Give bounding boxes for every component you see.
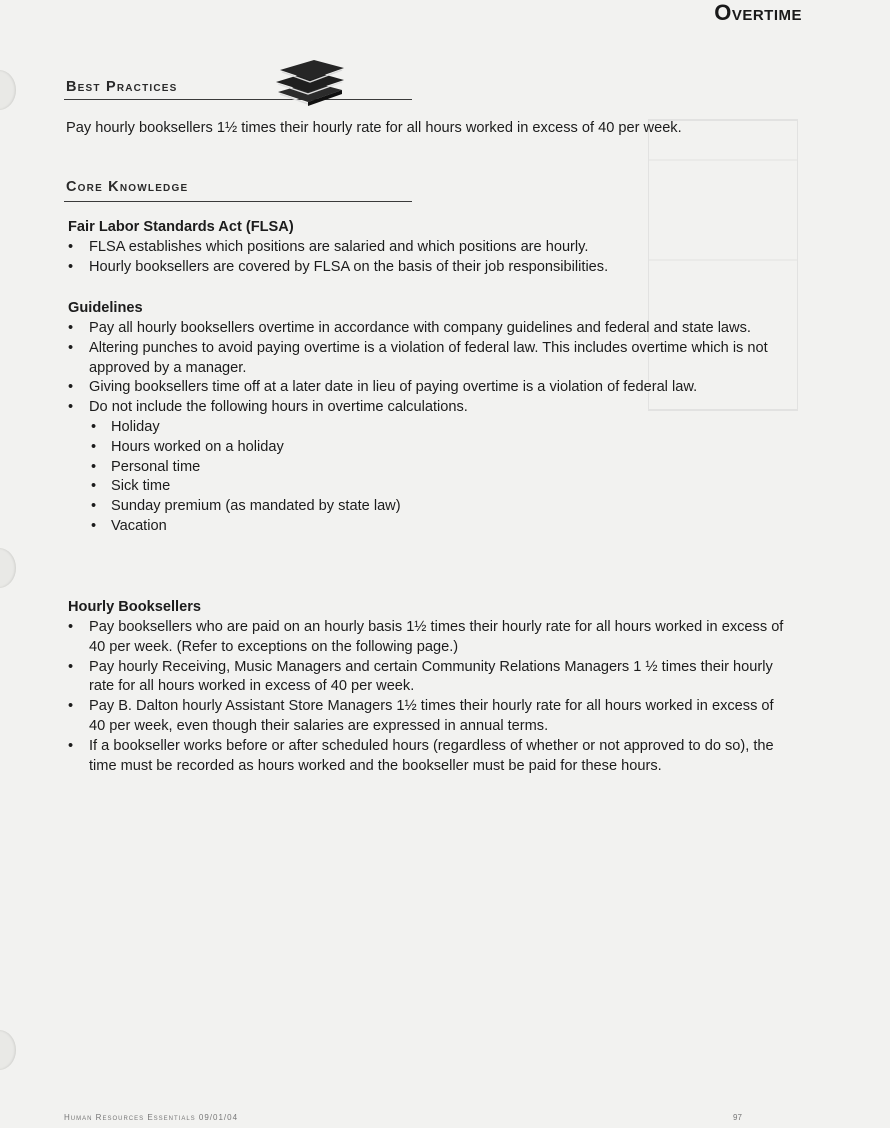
list-item: • Personal time xyxy=(89,458,804,478)
best-practices-text: Pay hourly booksellers 1½ times their hourly rate for all hours worked in excess of 40 per week. xyxy=(66,120,682,136)
list-item: • Pay B. Dalton hourly Assistant Store Managers 1½ times their hourly rate for all hours worked in excess of 40 per week, even though their salaries are expressed in annual terms. xyxy=(64,697,784,737)
punch-hole xyxy=(0,548,16,588)
list-item: • Pay hourly Receiving, Music Managers and certain Community Relations Managers 1 ½ times their hourly rate for all hours worked in excess of 40 per week. xyxy=(64,658,784,698)
core-knowledge-heading: Core Knowledge xyxy=(66,179,189,195)
hourly-booksellers-heading: Hourly Booksellers xyxy=(68,599,202,615)
section-rule xyxy=(64,99,412,100)
list-item: • Pay all hourly booksellers overtime in accordance with company guidelines and federal and state laws. xyxy=(64,319,804,339)
section-rule xyxy=(64,201,412,202)
list-item xyxy=(64,398,804,537)
books-stack-icon xyxy=(272,56,350,108)
list-item: • FLSA establishes which positions are salaried and which positions are hourly. xyxy=(64,238,814,258)
guidelines-heading: Guidelines xyxy=(68,300,143,316)
list-item: • Hourly booksellers are covered by FLSA on the basis of their job responsibilities. xyxy=(64,258,814,278)
page-title: Overtime xyxy=(714,0,802,25)
list-item-text: Do not include the following hours in overtime calculations. xyxy=(89,399,468,416)
flsa-heading: Fair Labor Standards Act (FLSA) xyxy=(68,219,294,235)
list-item: • Altering punches to avoid paying overtime is a violation of federal law. This includes overtime which is not approved by a manager. xyxy=(64,339,804,379)
hourly-booksellers-list xyxy=(64,618,784,776)
footer-title: Human Resources Essentials 09/01/04 xyxy=(64,1113,239,1122)
guidelines-list xyxy=(64,319,804,537)
punch-hole xyxy=(0,1030,16,1070)
punch-hole xyxy=(0,70,16,110)
list-item: • Sick time xyxy=(89,477,804,497)
list-item: • Sunday premium (as mandated by state law) xyxy=(89,497,804,517)
list-item: • Pay booksellers who are paid on an hourly basis 1½ times their hourly rate for all hours worked in excess of 40 per week. (Refer to exceptions on the following page.) xyxy=(64,618,784,658)
flsa-list xyxy=(64,238,814,278)
list-item: • Giving booksellers time off at a later date in lieu of paying overtime is a violation of federal law. xyxy=(64,378,804,398)
page-number: 97 xyxy=(733,1113,742,1122)
excluded-hours-list xyxy=(89,418,804,537)
list-item: • Hours worked on a holiday xyxy=(89,438,804,458)
list-item: • Holiday xyxy=(89,418,804,438)
list-item: • If a bookseller works before or after scheduled hours (regardless of whether or not approved to do so), the time must be recorded as hours worked and the bookseller must be paid for these hours. xyxy=(64,737,784,777)
best-practices-heading: Best Practices xyxy=(66,79,178,95)
list-item: • Vacation xyxy=(89,517,804,537)
